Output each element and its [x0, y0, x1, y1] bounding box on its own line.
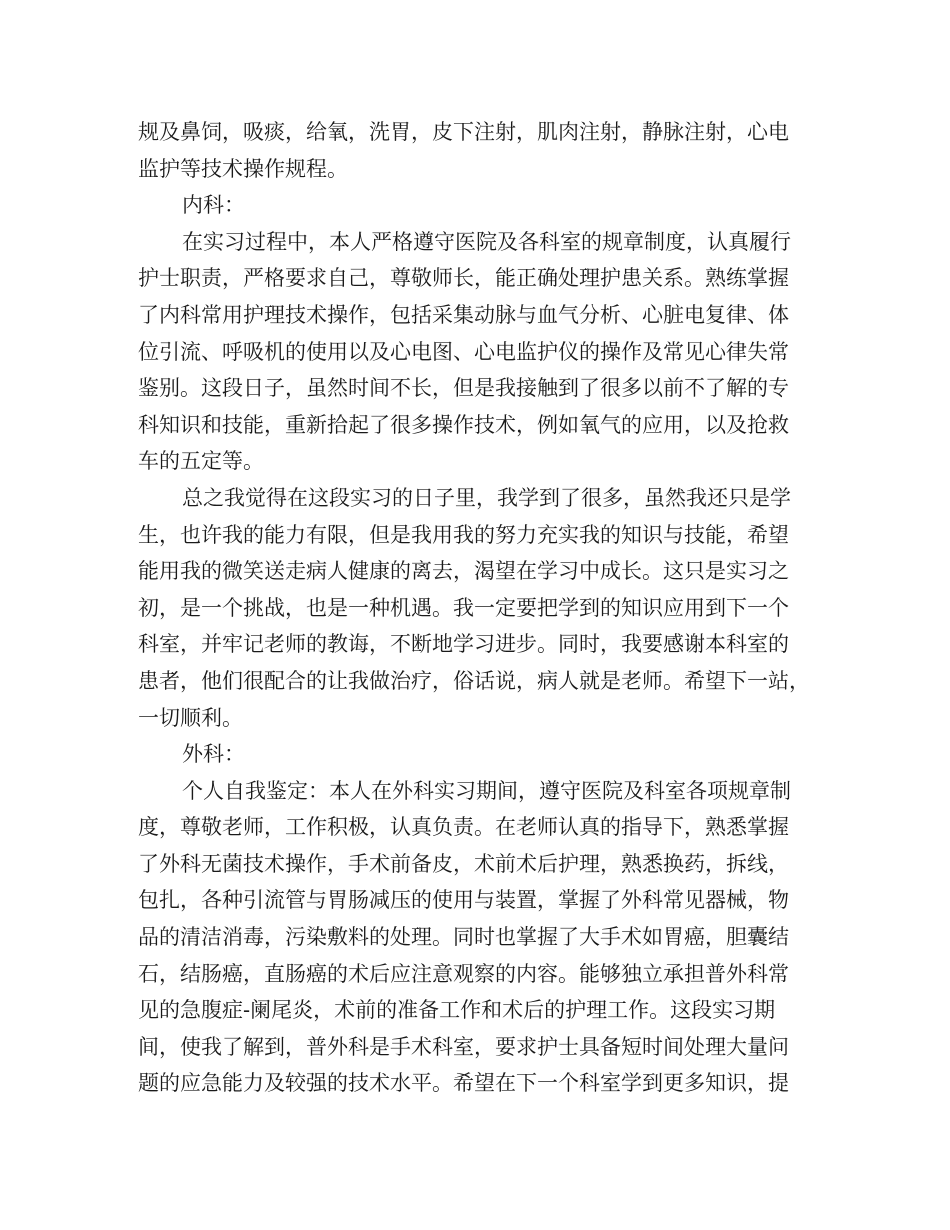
section-heading-surgery: 外科： — [182, 742, 245, 767]
text-line: 位引流、呼吸机的使用以及心电图、心电监护仪的操作及常见心律失常 — [138, 339, 789, 364]
text-line: 护士职责，严格要求自己，尊敬师长，能正确处理护患关系。熟练掌握 — [138, 266, 789, 291]
text-line: 监护等技术操作规程。 — [138, 156, 348, 181]
text-line: 生，也许我的能力有限，但是我用我的努力充实我的知识与技能，希望 — [138, 522, 789, 547]
text-line: 一切顺利。 — [138, 705, 243, 730]
text-line: 见的急腹症-阑尾炎，术前的准备工作和术后的护理工作。这段实习期 — [138, 998, 776, 1023]
text-line: 了外科无菌技术操作，手术前备皮，术前术后护理，熟悉换药，拆线， — [138, 851, 789, 876]
text-line: 初，是一个挑战，也是一种机遇。我一定要把学到的知识应用到下一个 — [138, 595, 789, 620]
text-line: 鉴别。这段日子，虽然时间不长，但是我接触到了很多以前不了解的专 — [138, 376, 789, 401]
document-body — [138, 114, 828, 1102]
text-line: 科室，并牢记老师的教诲，不断地学习进步。同时，我要感谢本科室的 — [138, 632, 789, 657]
text-line: 科知识和技能，重新拾起了很多操作技术，例如氧气的应用，以及抢救 — [138, 412, 789, 437]
text-line: 患者，他们很配合的让我做治疗，俗话说，病人就是老师。希望下一站， — [138, 668, 810, 693]
text-line: 间，使我了解到，普外科是手术科室，要求护士具备短时间处理大量问 — [138, 1034, 789, 1059]
section-heading-internal-medicine: 内科： — [182, 193, 245, 218]
text-line: 能用我的微笑送走病人健康的离去，渴望在学习中成长。这只是实习之 — [138, 559, 789, 584]
text-line: 总之我觉得在这段实习的日子里，我学到了很多，虽然我还只是学 — [182, 485, 791, 510]
text-line: 品的清洁消毒，污染敷料的处理。同时也掌握了大手术如胃癌，胆囊结 — [138, 925, 789, 950]
text-line: 规及鼻饲，吸痰，给氧，洗胃，皮下注射，肌肉注射，静脉注射，心电 — [138, 120, 789, 144]
text-line: 车的五定等。 — [138, 449, 264, 474]
text-line: 包扎，各种引流管与胃肠减压的使用与装置，掌握了外科常见器械，物 — [138, 888, 789, 913]
text-line: 个人自我鉴定：本人在外科实习期间，遵守医院及科室各项规章制 — [182, 778, 791, 803]
text-line: 题的应急能力及较强的技术水平。希望在下一个科室学到更多知识，提 — [138, 1071, 789, 1096]
text-line: 石，结肠癌，直肠癌的术后应注意观察的内容。能够独立承担普外科常 — [138, 961, 789, 986]
text-line: 在实习过程中，本人严格遵守医院及各科室的规章制度，认真履行 — [182, 229, 791, 254]
text-line: 度，尊敬老师，工作积极，认真负责。在老师认真的指导下，熟悉掌握 — [138, 815, 789, 840]
text-line: 了内科常用护理技术操作，包括采集动脉与血气分析、心脏电复律、体 — [138, 302, 789, 327]
